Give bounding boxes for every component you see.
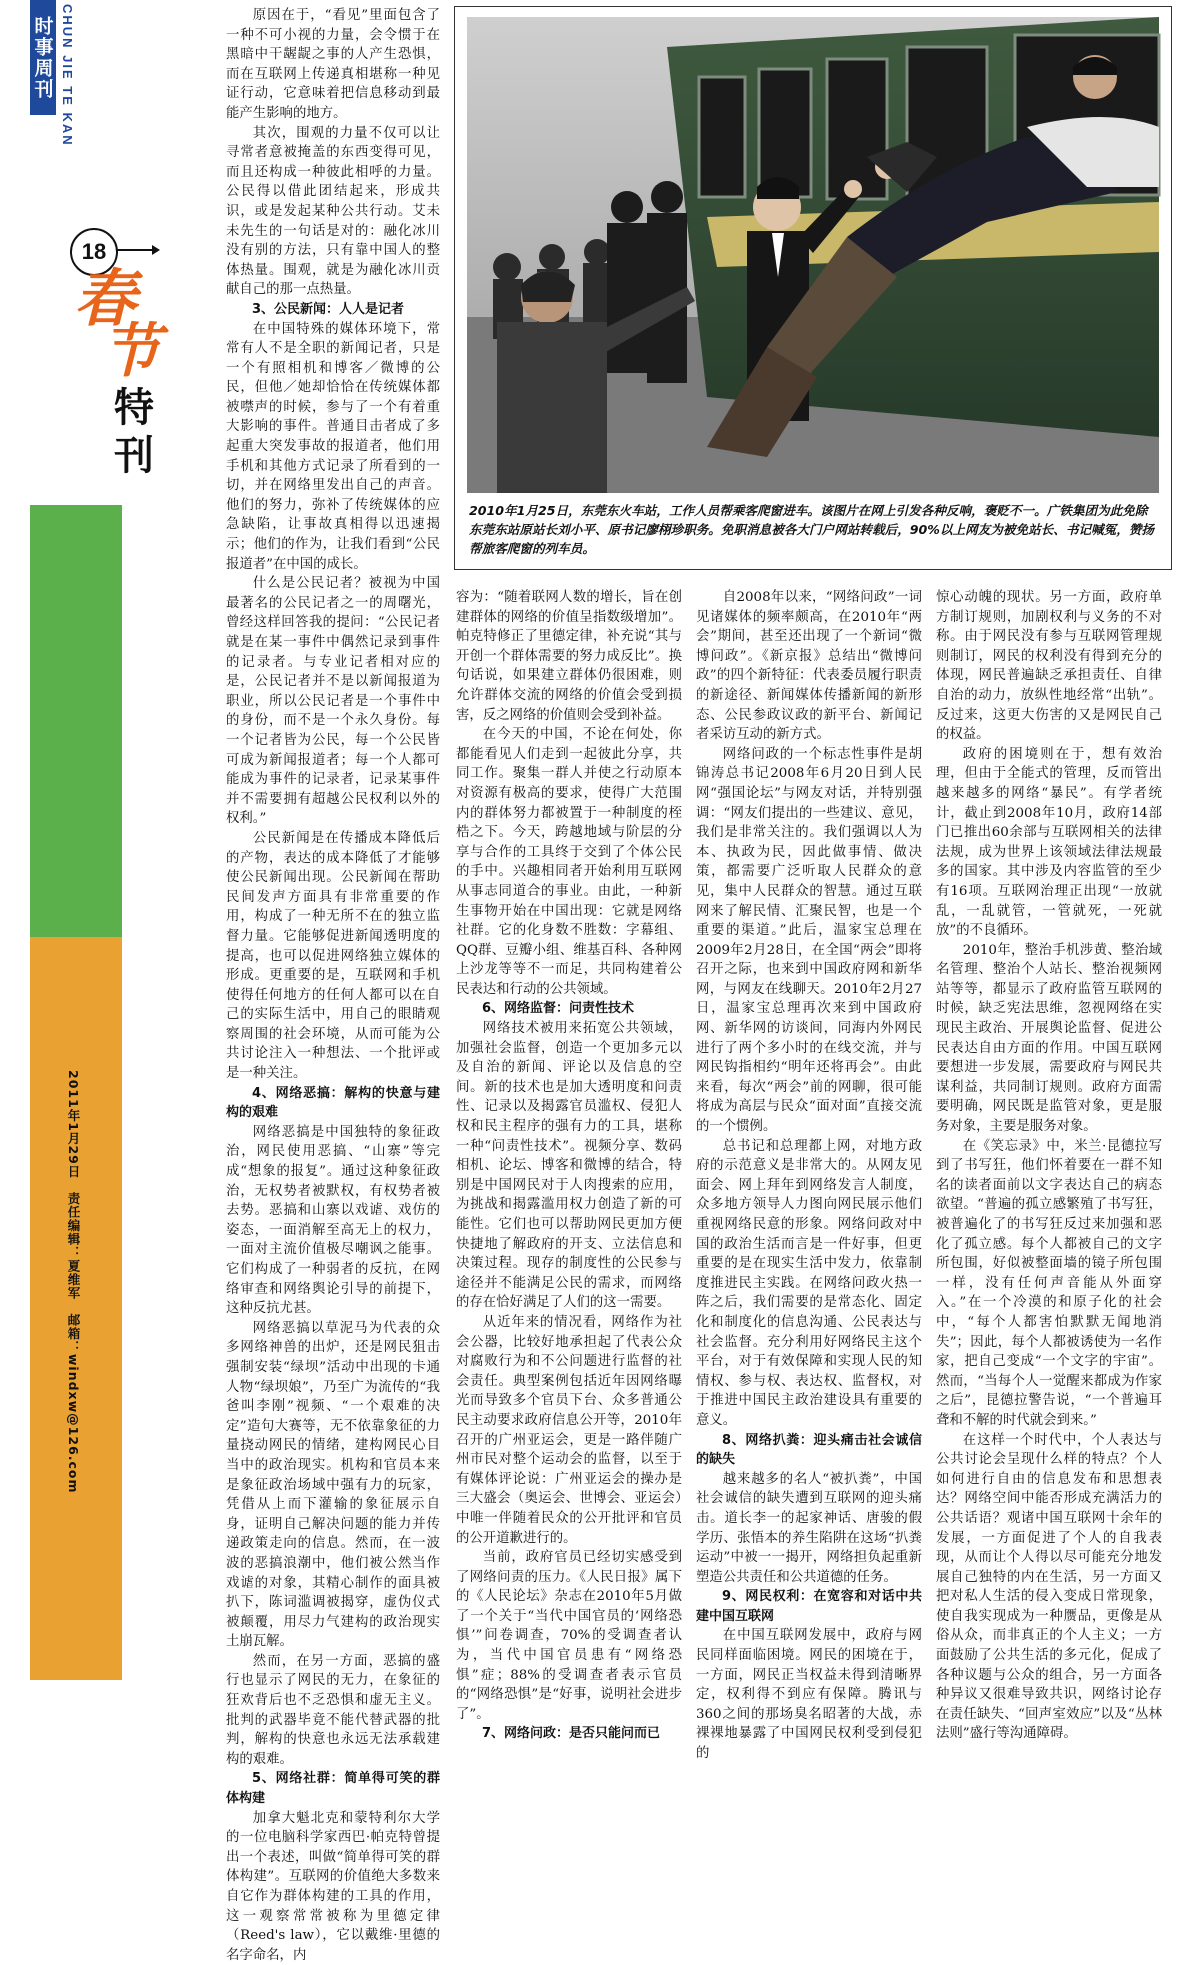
section-heading-6: 6、网络监督：问责性技术 [482, 1001, 635, 1017]
section-title-char-1: 春 [74, 262, 137, 335]
paragraph: 在《笑忘录》中，米兰·昆德拉写到了书写狂，他们怀着要在一群不知名的读者面前以文字表达自己的病态欲望。“普遍的孤立感繁殖了书写狂，被普遍化了的书写狂反过来加强和恶化了孤立感。每个人都被自己的文字所包围，好似被整面墙的镜子所包围一样，没有任何声音能从外面穿入。”在一个冷漠的和原子化的社会中，“每个人都害怕默默无闻地消失”；因此，每个人都被诱使为一名作家，把自己变成“一个文字的宇宙”。然而，“当每个人一觉醒来都成为作家之后”，昆德拉警告说，“一个普遍耳聋和不解的时代就会到来。” [936, 1138, 1162, 1428]
paragraph: 自2008年以来，“网络问政”一词见诸媒体的频率颇高，在2010年“两会”期间，甚至还出现了一个新词“微博问政”。《新京报》总结出“微博问政”的四个新特征：代表委员履行职责的新途径、新闻媒体传播新闻的新形态、公民参政议政的新平台、新闻记者采访互动的新方式。 [696, 590, 922, 743]
section-title-char-3: 特 [114, 384, 154, 431]
section-title-char-4: 刊 [114, 432, 154, 479]
paragraph: 网络恶搞是中国独特的象征政治，网民使用恶搞、“山寨”等完成“想象的报复”。通过这种象征政治，无权势者被默权，有权势者被去势。恶搞和山寨以戏谑、戏仿的姿态，一面消解至高无上的权力，一面对主流价值极尽嘲讽之能事。它们构成了一种弱者的反抗，在网络审查和网络舆论引导的前提下，这种反抗尤甚。 [226, 1124, 440, 1317]
paragraph: 政府的困境则在于，想有效治理，但由于全能式的管理，反而管出越来越多的网络“暴民”。有学者统计，截止到2008年10月，政府14部门已推出60余部与互联网相关的法律法规，成为世界上该领域法律法规最多的国家。其中涉及内容监管的至少有16项。互联网治理正出现“一放就乱，一乱就管，一管就死，一死就放”的不良循环。 [936, 746, 1162, 939]
paragraph: 2010年，整治手机涉黄、整治域名管理、整治个人站长、整治视频网站等等，都显示了政府监管互联网的时候，缺乏宪法思维，忽视网络在实现民主政治、开展舆论监督、促进公民表达自由方面的作用。中国互联网要想进一步发展，需要政府与网民共谋利益，共同制订规则。政府方面需要明确，网民既是监管对象，更是服务对象，主要是服务对象。 [936, 942, 1162, 1135]
photo-caption: 2010年1月25日，东莞东火车站，工作人员帮乘客爬窗进车。该图片在网上引发各种反响，褒贬不一。广铁集团为此免除东莞东站原站长刘小平、原书记廖栩珍职务。免职消息被各大门户网站转载后，90%以上网友为被免站长、书记喊冤，赞扬帮旅客爬窗的列车员。 [469, 503, 1155, 556]
paragraph: 从近年来的情况看，网络作为社会公器，比较好地承担起了代表公众对腐败行为和不公问题进行监督的社会责任。典型案例包括近年因网络曝光而导致多个官员下台、众多普通公民主动要求政府信息公开等，2010年召开的广州亚运会，更是一路伴随广州市民对整个运动会的监督，以至于有媒体评论说：广州亚运会的操办是三大盛会（奥运会、世博会、亚运会）中唯一伴随着民众的公开批评和官员的公开道歉进行的。 [456, 1314, 682, 1546]
article-column-3 [696, 588, 922, 1762]
paragraph: 在今天的中国，不论在何处，你都能看见人们走到一起彼此分享，共同工作。聚集一群人并使之行动原本对资源有极高的要求，使得广大范围内的群体努力都被置于一种制度的桎梏之下。今天，跨越地域与阶层的分享与合作的工具终于交到了个体公民的手中。兴趣相同者开始利用互联网从事志同道合的事业。由此，一种新生事物开始在中国出现：它就是网络社群。它的化身数不胜数：字幕组、QQ群、豆瓣小组、维基百科、各种网上沙龙等等不一而足，共同构建着公民表达和行动的公共领域。 [456, 727, 682, 997]
section-pinyin: CHUN JIE TE KAN [60, 4, 75, 147]
paragraph: 当前，政府官员已经切实感受到了网络问责的压力。《人民日报》属下的《人民论坛》杂志在2010年5月做了一个关于“当代中国官员的‘网络恐惧’”问卷调查，70%的受调查者认为，当代中国官员患有“网络恐惧”症；88%的受调查者表示官员的“网络恐惧”是“好事，说明社会进步了”。 [456, 1550, 682, 1722]
news-photo-frame [454, 6, 1172, 570]
paragraph: 公民新闻是在传播成本降低后的产物，表达的成本降低了才能够使公民新闻出现。公民新闻在帮助民间发声方面具有非常重要的作用，构成了一种无所不在的独立监督力量。它能够促进新闻透明度的提高，也可以促进网络独立媒体的形成。更重要的是，互联网和手机使得任何地方的任何人都可以在自己的实际生活中，用自己的眼睛观察周围的社会环境，从而可能为公共讨论注入一种想法、一个批评或是一种关注。 [226, 830, 440, 1082]
paragraph: 网络技术被用来拓宽公共领域，加强社会监督，创造一个更加多元以及自治的新闻、评论以及信息的空间。新的技术也是加大透明度和问责性、记录以及揭露官员滥权、侵犯人权和民主程序的强有力的工具，堪称一种“问责性技术”。视频分享、数码相机、论坛、博客和微博的结合，特别是中国网民对于人肉搜索的应用，为挑战和揭露滥用权力创造了新的可能性。它们也可以帮助网民更加方便快捷地了解政府的开支、立法信息和决策过程。现存的制度性的公民参与途径并不能满足公民的需求，而网络的存在恰好满足了人们的这一需要。 [456, 1021, 682, 1311]
photo-illustration [467, 17, 1159, 493]
paragraph: 容为：“随着联网人数的增长，旨在创建群体的网络的价值呈指数级增加”。帕克特修正了里德定律，补充说“其与开创一个群体需要的努力成反比”。换句话说，如果建立群体仍很困难，则允许群体交流的网络的价值会受到损害，反之网络的价值则会受到补益。 [456, 590, 682, 723]
paragraph: 越来越多的名人“被扒粪”，中国社会诚信的缺失遭到互联网的迎头痛击。道长李一的起家神话、唐骏的假学历、张悟本的养生陷阱在这场“扒粪运动”中被一一揭开，网络担负起重新塑造公共责任和公共道德的任务。 [696, 1471, 922, 1585]
section-heading-3: 3、公民新闻：人人是记者 [252, 301, 405, 317]
train-window-photo [467, 17, 1159, 493]
masthead-logo: 时事周刊 [30, 0, 56, 115]
paragraph: 什么是公民记者？被视为中国最著名的公民记者之一的周曙光，曾经这样回答我的提问：“公民记者就是在某一事件中偶然记录到事件的记录者。与专业记者相对应的是，公民记者并不是以新闻报道为职业，所以公民记者是一个事件中的身份，而不是一个永久身份。每一个记者皆为公民，每一个公民皆可成为新闻报道者；每一个人都可能成为事件的记录者，记录某事件并不需要拥有超越公民权利以外的权利。” [226, 576, 440, 827]
paragraph: 惊心动魄的现状。另一方面，政府单方制订规则，加剧权利与义务的不对称。由于网民没有参与互联网管理规则制订，网民的权利没有得到充分的体现，网民普遍缺乏承担责任、自律自治的动力，放纵性地经常“出轨”。反过来，这更大伤害的又是网民自己的权益。 [936, 590, 1162, 743]
paragraph: 原因在于，“看见”里面包含了一种不可小视的力量，会令惯于在黑暗中干龌龊之事的人产生恐惧，而在互联网上传递真相堪称一种见证行动，它意味着把信息移动到最能产生影响的地方。 [226, 8, 440, 121]
page-number: 18 [70, 228, 118, 276]
article-column-4 [936, 588, 1162, 1742]
section-heading-7: 7、网络问政：是否只能问而已 [482, 1726, 661, 1742]
paragraph: 其次，围观的力量不仅可以让寻常者意被掩盖的东西变得可见，而且还构成一种彼此相呼的力量。公民得以借此团结起来，形成共识，或是发起某种公共行动。艾未未先生的一句话是对的：融化冰川没有别的方法，只有靠中国人的整体热量。围观，就是为融化冰川贡献自己的那一点热量。 [226, 125, 440, 298]
issue-footer: 2011年1月29日 责任编辑：夏维军 邮箱：windxw@126.com [66, 1070, 81, 1494]
section-heading-5: 5、网络社群：简单得可笑的群体构建 [226, 1771, 440, 1807]
paragraph: 网络问政的一个标志性事件是胡锦涛总书记2008年6月20日到人民网“强国论坛”与网友对话，并特别强调：“网友们提出的一些建议、意见，我们是非常关注的。我们强调以人为本、执政为民，因此做事情、做决策，都需要广泛听取人民群众的意见，集中人民群众的智慧。通过互联网来了解民情、汇聚民智，也是一个重要的渠道。”此后，温家宝总理在2009年2月28日，在全国“两会”即将召开之际，也来到中国政府网和新华网，与网友在线聊天。2010年2月27日，温家宝总理再次来到中国政府网、新华网的访谈间，同海内外网民进行了两个多小时的在线交流，并与网民钩指相约“明年还将再会”。由此来看，每次“两会”前的网聊，很可能将成为高层与民众“面对面”直接交流的一个惯例。 [696, 746, 922, 1135]
arrow-icon [116, 249, 158, 251]
sidebar [30, 0, 161, 1680]
section-heading-8: 8、网络扒粪：迎头痛击社会诚信的缺失 [696, 1432, 922, 1468]
paragraph: 加拿大魁北克和蒙特利尔大学的一位电脑科学家西巴·帕克特曾提出一个表述，叫做“简单得可笑的群体构建”。互联网的价值绝大多数来自它作为群体构建的工具的作用，这一观察常常被称为里德定律（Reed's law），它以戴维·里德的名字命名，内 [226, 1810, 440, 1963]
article-column-2 [456, 588, 682, 1742]
sidebar-band-green [30, 505, 122, 937]
paragraph: 总书记和总理都上网，对地方政府的示范意义是非常大的。从网友见面会、网上拜年到网络发言人制度，众多地方领导人力图向网民展示他们重视网络民意的形象。网络问政对中国的政治生活而言是一件好事，但更重要的是在现实生活中发力，依靠制度推进民主实践。在网络问政火热一阵之后，我们需要的是常态化、固定化和制度化的信息沟通、公民表达与社会监督。充分利用好网络民主这个平台，对于有效保障和实现人民的知情权、参与权、表达权、监督权，对于推进中国民主政治建设具有重要的意义。 [696, 1138, 922, 1428]
section-title-char-2: 节 [102, 317, 161, 385]
paragraph: 在中国互联网发展中，政府与网民同样面临困境。网民的困境在于，一方面，网民正当权益未得到清晰界定，权利得不到应有保障。腾讯与360之间的那场臭名昭著的大战，赤裸裸地暴露了中国网民权利受到侵犯的 [696, 1628, 922, 1762]
paragraph: 在这样一个时代中，个人表达与公共讨论会呈现什么样的特点？个人如何进行自由的信息发布和思想表达？网络空间中能否形成充满活力的公共话语？观诸中国互联网十余年的发展，一方面促进了个人的自我表现，从而让个人得以尽可能充分地发展自己独特的内在生活，另一方面又把对私人生活的侵入变成日常现象，使自我实现成为一种赝品，更像是从俗从众，而非真正的个人主义；一方面鼓励了公共生活的多元化，促成了各种议题与公众的组合，另一方面各种异议又很难导致共识，网络讨论存在责任缺失、“回声室效应”以及“丛林法则”盛行等沟通障碍。 [936, 1432, 1162, 1742]
paragraph: 在中国特殊的媒体环境下，常常有人不是全职的新闻记者，只是一个有照相机和博客／微博的公民，但他／她却恰恰在传统媒体都被噤声的时候，参与了一个有着重大影响的事件。普通目击者成了多起重大突发事故的报道者，他们用手机和其他方式记录了所看到的一切，并在网络里发出自己的声音。他们的努力，弥补了传统媒体的应急缺陷，让事故真相得以迅速揭示；他们的作为，让我们看到“公民报道者”在中国的成长。 [226, 321, 440, 572]
section-heading-9: 9、网民权利：在宽容和对话中共建中国互联网 [696, 1589, 922, 1624]
paragraph: 然而，在另一方面，恶搞的盛行也显示了网民的无力，在象征的狂欢背后也不乏恐惧和虚无主义。批判的武器毕竟不能代替武器的批判，解构的快意也永远无法承载建构的艰难。 [226, 1653, 440, 1767]
section-heading-4: 4、网络恶搞：解构的快意与建构的艰难 [226, 1085, 440, 1121]
paragraph: 网络恶搞以草泥马为代表的众多网络神兽的出炉，还是网民狙击强制安装“绿坝”活动中出现的卡通人物“绿坝娘”，乃至广为流传的“我爸叫李刚”视频、“一个艰难的决定”造句大赛等，无不依靠象征的力量挠动网民的情绪，建构网民心目当中的政治现实。机构和官员本来是象征政治场域中强有力的玩家，凭借从上而下灌输的象征展示自身，证明自己解决问题的能力并传递政策走向的信息。然而，在一波波的恶搞浪潮中，他们被公然当作戏谑的对象，其精心制作的面具被扒下，陈词滥调被揭穿，虚伪仪式被颠覆，用尽力气建构的政治现实土崩瓦解。 [226, 1320, 440, 1650]
article-column-1 [226, 6, 440, 1963]
